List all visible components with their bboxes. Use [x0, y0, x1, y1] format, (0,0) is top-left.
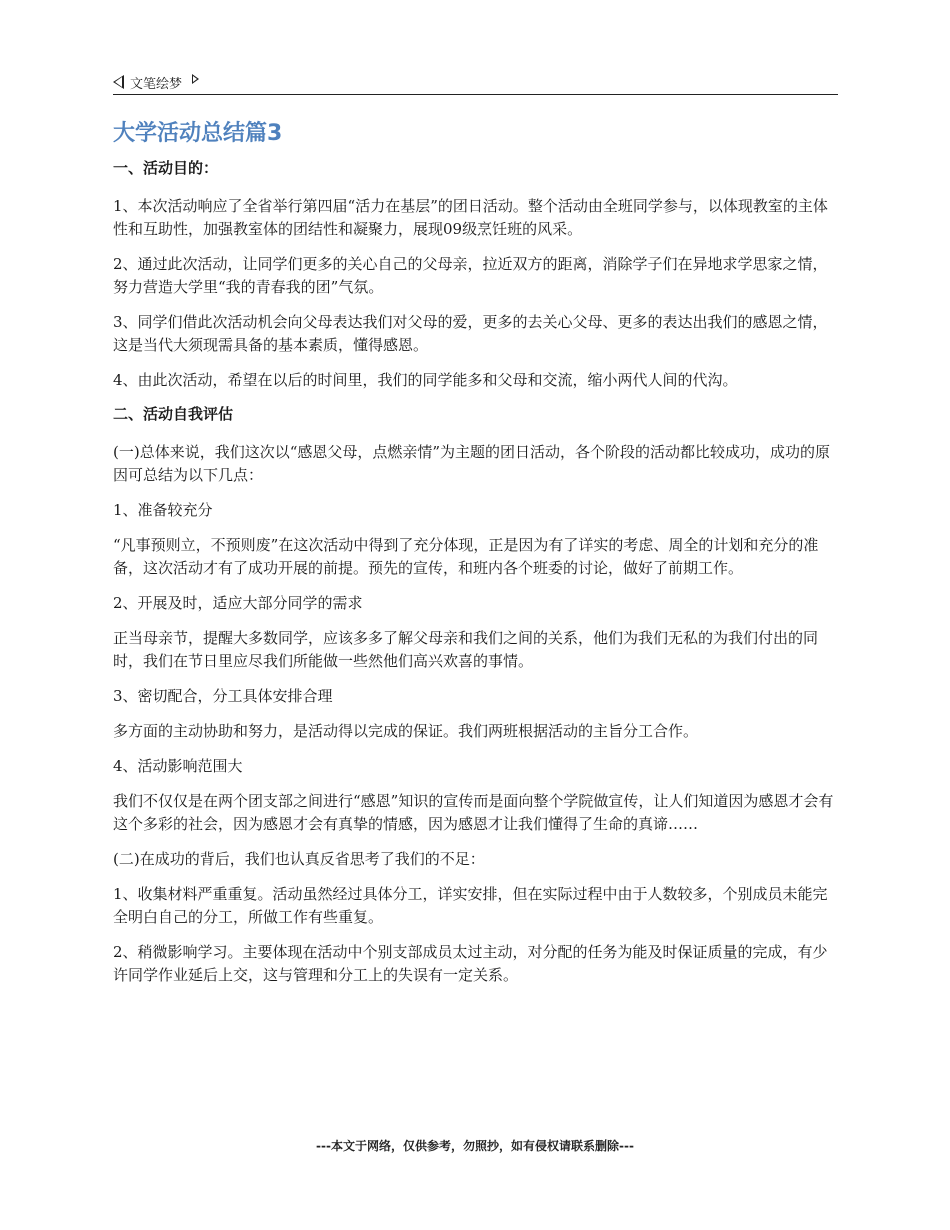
paragraph: (二)在成功的背后，我们也认真反省思考了我们的不足： [113, 850, 485, 868]
section-heading-purpose: 一、活动目的： [113, 159, 219, 177]
paragraph: “凡事预则立，不预则废”在这次活动中得到了充分体现，正是因为有了详实的考虑、周全的计划和充分的准备，这次活动才有了成功开展的前提。预先的宣传，和班内各个班委的讨论，做好了前期工作。 [113, 536, 819, 577]
paragraph: 2、开展及时，适应大部分同学的需求 [113, 594, 363, 612]
paragraph: 3、密切配合，分工具体安排合理 [113, 687, 333, 705]
section-heading-evaluation: 二、活动自我评估 [113, 405, 234, 423]
paragraph: 2、稍微影响学习。主要体现在活动中个别支部成员太过主动，对分配的任务为能及时保证质量的完成，有少许同学作业延后上交，这与管理和分工上的失误有一定关系。 [113, 943, 828, 984]
paragraph: 4、活动影响范围大 [113, 757, 243, 775]
paragraph: 4、由此次活动，希望在以后的时间里，我们的同学能多和父母和交流，缩小两代人间的代沟。 [113, 371, 738, 389]
paragraph: 我们不仅仅是在两个团支部之间进行“感恩”知识的宣传而是面向整个学院做宣传，让人们知道因为感恩才会有这个多彩的社会，因为感恩才会有真挚的情感，因为感恩才让我们懂得了生命的真谛…… [113, 792, 834, 833]
document-body [113, 158, 838, 999]
right-triangle-icon [192, 74, 199, 84]
left-triangle-icon [113, 75, 124, 89]
page-header [113, 70, 838, 95]
document-title: 大学活动总结篇3 [113, 121, 283, 146]
paragraph: 1、本次活动响应了全省举行第四届“活力在基层”的团日活动。整个活动由全班同学参与，以体现教室的主体性和互助性，加强教室体的团结性和凝聚力，展现09级烹饪班的风采。 [113, 197, 828, 238]
paragraph: 多方面的主动协助和努力，是活动得以完成的保证。我们两班根据活动的主旨分工合作。 [113, 722, 699, 740]
paragraph: 1、准备较充分 [113, 501, 213, 519]
paragraph: 正当母亲节，提醒大多数同学，应该多多了解父母亲和我们之间的关系，他们为我们无私的为我们付出的同时，我们在节日里应尽我们所能做一些然他们高兴欢喜的事情。 [113, 629, 819, 670]
paragraph: 3、同学们借此次活动机会向父母表达我们对父母的爱，更多的去关心父母、更多的表达出我们的感恩之情，这是当代大须现需具备的基本素质，懂得感恩。 [113, 313, 828, 354]
page-footer: ---本文于网络，仅供参考，勿照抄，如有侵权请联系删除--- [316, 1139, 634, 1153]
header-brand: 文笔绘梦 [130, 76, 183, 92]
paragraph: 2、通过此次活动，让同学们更多的关心自己的父母亲，拉近双方的距离，消除学子们在异地求学思家之情，努力营造大学里“我的青春我的团”气氛。 [113, 255, 828, 296]
paragraph: (一)总体来说，我们这次以“感恩父母，点燃亲情”为主题的团日活动，各个阶段的活动都比较成功，成功的原因可总结为以下几点： [113, 443, 831, 484]
paragraph: 1、收集材料严重重复。活动虽然经过具体分工，详实安排，但在实际过程中由于人数较多，个别成员未能完全明白自己的分工，所做工作有些重复。 [113, 885, 828, 926]
